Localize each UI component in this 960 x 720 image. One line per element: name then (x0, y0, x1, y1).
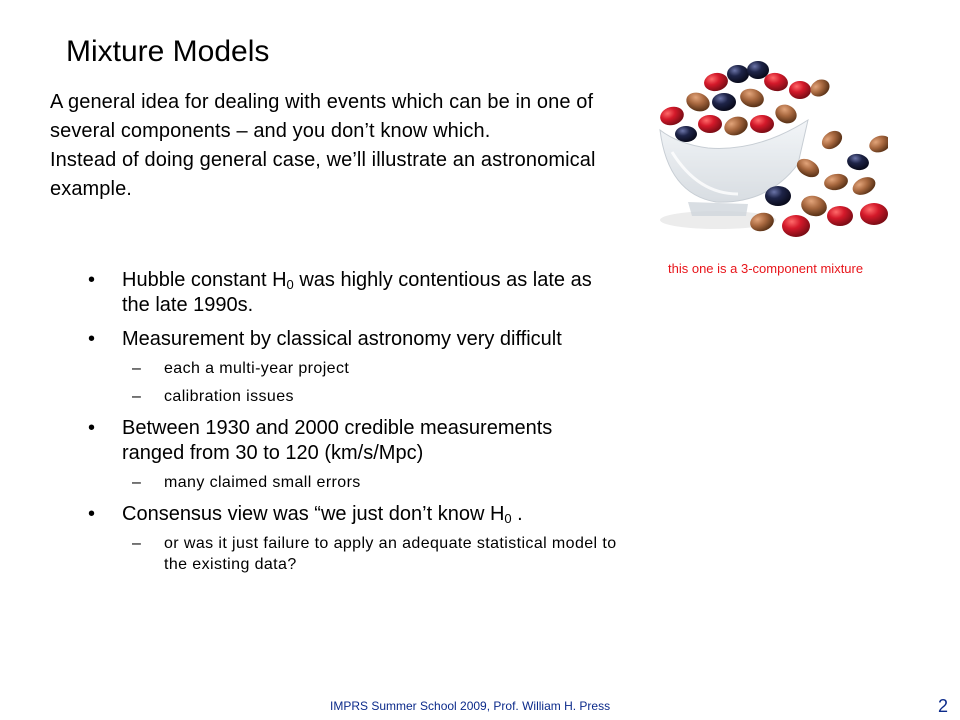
bullet-icon: • (88, 417, 96, 439)
page-number: 2 (938, 696, 949, 716)
candy-bean (658, 61, 833, 142)
bullet-text (122, 269, 592, 316)
bullet-hubble-constant (88, 268, 618, 318)
bullet-text: Measurement by classical astronomy very difficult (122, 328, 562, 350)
bullet-text (122, 503, 523, 525)
sub-list (122, 472, 618, 493)
candy-bowl-image (658, 44, 888, 240)
bullet-icon: • (88, 269, 96, 291)
image-caption: this one is a 3-component mixture (668, 261, 864, 276)
sub-item (122, 472, 618, 493)
bullet-icon: • (88, 503, 96, 525)
sub-item (122, 386, 618, 407)
sub-item-text: many claimed small errors (164, 474, 361, 491)
sub-item (122, 358, 618, 379)
bullet-range (88, 416, 618, 493)
sub-item-text: calibration issues (164, 388, 294, 405)
bullet-list (88, 268, 618, 584)
bullet-consensus (88, 502, 618, 575)
dash-icon: – (132, 474, 142, 491)
footer-text: IMPRS Summer School 2009, Prof. William H. Press (330, 699, 611, 713)
sub-list (122, 358, 618, 407)
bullet-text-part: Consensus view was “we just don’t know H (122, 503, 505, 525)
bullet-text: Between 1930 and 2000 credible measurements ranged from 30 to 120 (km/s/Mpc) (122, 417, 553, 464)
bullet-text-part: . (511, 503, 523, 525)
dash-icon: – (132, 388, 142, 405)
intro-text (50, 88, 610, 204)
sub-item (122, 533, 618, 575)
dash-icon: – (132, 535, 142, 552)
dash-icon: – (132, 360, 142, 377)
sub-item-text: or was it just failure to apply an adequate statistical model to the existing data? (164, 535, 617, 573)
bullet-text-part: was highly contentious as late as the late 1990s. (122, 269, 592, 316)
sub-list (122, 533, 618, 575)
slide-title: Mixture Models (66, 35, 270, 68)
bullet-measurement (88, 327, 618, 407)
bullet-icon: • (88, 328, 96, 350)
intro-paragraph-2: Instead of doing general case, we’ll illustrate an astronomical example. (50, 149, 596, 200)
subscript: 0 (286, 277, 294, 292)
sub-item-text: each a multi-year project (164, 360, 350, 377)
bullet-text-part: Hubble constant H (122, 269, 287, 291)
subscript: 0 (504, 511, 512, 526)
intro-paragraph-1: A general idea for dealing with events which can be in one of several components – and you don’t know which. (50, 91, 594, 142)
